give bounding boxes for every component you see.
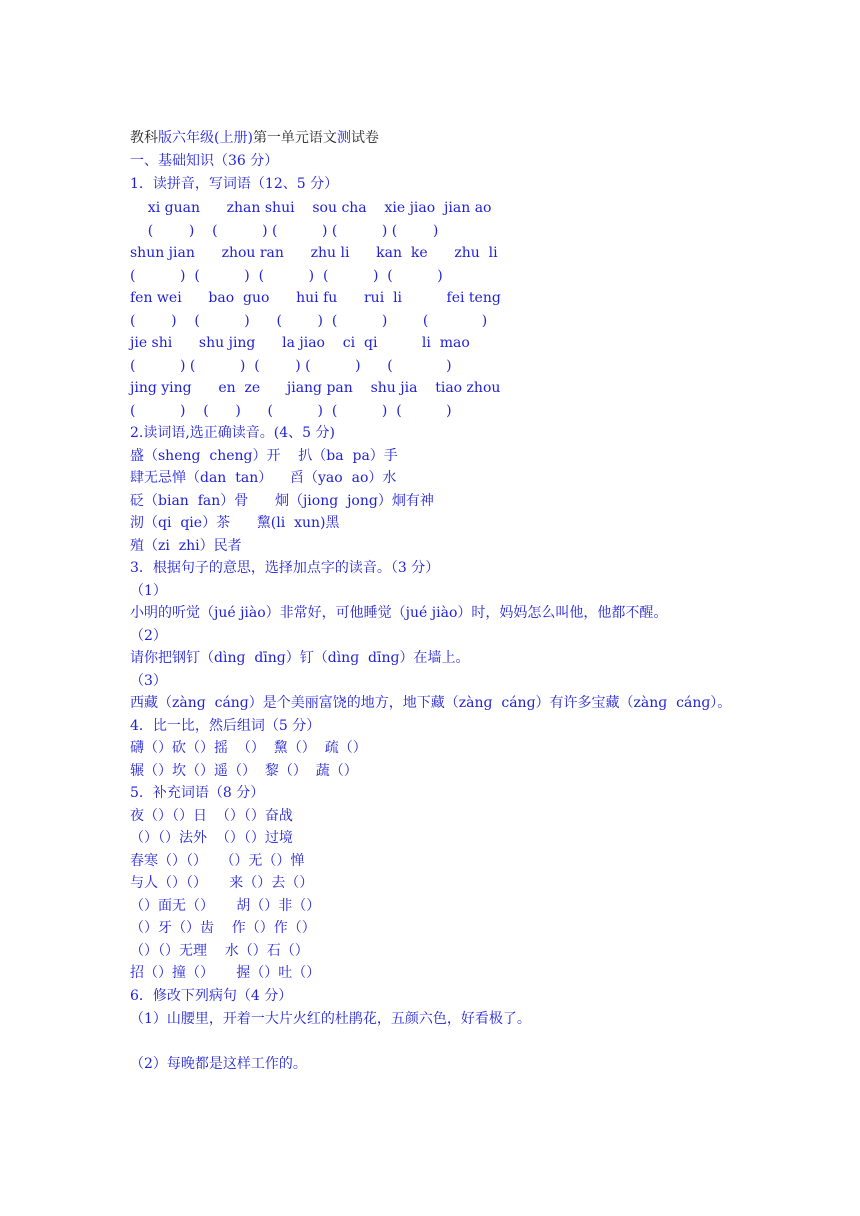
- sentence-text: 小明的听觉（jué jiào）非常好，可他睡觉（jué jiào）时，妈妈怎么叫他，他都不醒。: [130, 605, 668, 621]
- sentence-number: （2）: [130, 628, 167, 644]
- question-2-heading: 2.读词语,选正确读音。(4、5 分): [130, 425, 335, 441]
- idiom-fill-line: 与人（）（） 来（）去（）: [130, 875, 314, 891]
- question-5-heading: 5．补充词语（8 分）: [130, 785, 265, 801]
- question-4-heading: 4．比一比，然后组词（5 分）: [130, 718, 321, 734]
- faulty-sentence: （1）山腰里，开着一大片火红的杜鹃花，五颜六色，好看极了。: [130, 1011, 531, 1027]
- question-6-heading: 6．修改下列病句（4 分）: [130, 988, 293, 1004]
- answer-brackets-row-5: ( ) ( ) ( ) ( ) ( ): [130, 403, 452, 419]
- idiom-fill-line: （）牙（）齿 作（）作（）: [130, 920, 316, 936]
- reading-choice-line: 砭（bian fan）骨 炯（jiong jong）炯有神: [130, 493, 434, 509]
- section-heading: 一、基础知识（36 分）: [130, 153, 279, 169]
- idiom-fill-line: 春寒（）（） （）无（）惮: [130, 853, 305, 869]
- pinyin-row-2: shun jian zhou ran zhu li kan ke zhu li: [130, 245, 498, 261]
- pinyin-row-3: fen wei bao guo hui fu rui li fei teng: [130, 290, 501, 306]
- reading-choice-line: 殖（zi zhi）民者: [130, 538, 242, 554]
- compare-words-line: 辗（）坎（）遥（） 黎（） 蔬（）: [130, 763, 358, 779]
- sentence-number: （3）: [130, 673, 167, 689]
- title-part-1: 教科: [130, 130, 158, 146]
- title-part-3: 第一单元语文: [252, 130, 337, 146]
- idiom-fill-line: （）面无（） 胡（）非（）: [130, 898, 321, 914]
- reading-choice-line: 盛（sheng cheng）开 扒（ba pa）手: [130, 448, 398, 464]
- sentence-number: （1）: [130, 583, 167, 599]
- sentence-text: 西藏（zànɡ cánɡ）是个美丽富饶的地方，地下藏（zànɡ cánɡ）有许多宝藏（zànɡ cánɡ）。: [130, 695, 732, 711]
- title-part-2: 版六年级(上册): [158, 130, 253, 146]
- question-1-heading: 1．读拼音，写词语（12、5 分）: [130, 176, 339, 192]
- answer-brackets-row-1: ( ) ( ) ( ) ( ) ( ): [130, 223, 439, 239]
- pinyin-row-4: jie shi shu jing la jiao ci qi li mao: [130, 335, 470, 351]
- compare-words-line: 礴（）砍（）摇 （） 黧（） 疏（）: [130, 740, 367, 756]
- question-3-heading: 3．根据句子的意思，选择加点字的读音。（3 分）: [130, 560, 440, 576]
- idiom-fill-line: 夜（）（）日 （）（）奋战: [130, 808, 293, 824]
- answer-brackets-row-3: ( ) ( ) ( ) ( ) ( ): [130, 313, 488, 329]
- title-part-4: 测: [336, 130, 351, 146]
- faulty-sentence: （2）每晚都是这样工作的。: [130, 1056, 307, 1072]
- answer-brackets-row-4: ( ) ( ) ( ) ( ) ( ): [130, 358, 452, 374]
- pinyin-row-1: xi guan zhan shui sou cha xie jiao jian ao: [130, 200, 492, 216]
- sentence-text: 请你把钢钉（dìnɡ dīnɡ）钉（dìnɡ dīnɡ）在墙上。: [130, 650, 470, 666]
- idiom-fill-line: （）（）无理 水（）石（）: [130, 943, 309, 959]
- pinyin-row-5: jing ying en ze jiang pan shu jia tiao zhou: [130, 380, 501, 396]
- answer-brackets-row-2: ( ) ( ) ( ) ( ) ( ): [130, 268, 443, 284]
- title-part-5: 试卷: [350, 130, 379, 146]
- reading-choice-line: 沏（qi qie）茶 黧(li xun)黑: [130, 515, 340, 531]
- idiom-fill-line: （）（）法外 （）（）过境: [130, 830, 293, 846]
- idiom-fill-line: 招（）撞（） 握（）吐（）: [130, 965, 321, 981]
- reading-choice-line: 肆无忌惮（dan tan） 舀（yao ao）水: [130, 470, 397, 486]
- document-title: [130, 128, 379, 148]
